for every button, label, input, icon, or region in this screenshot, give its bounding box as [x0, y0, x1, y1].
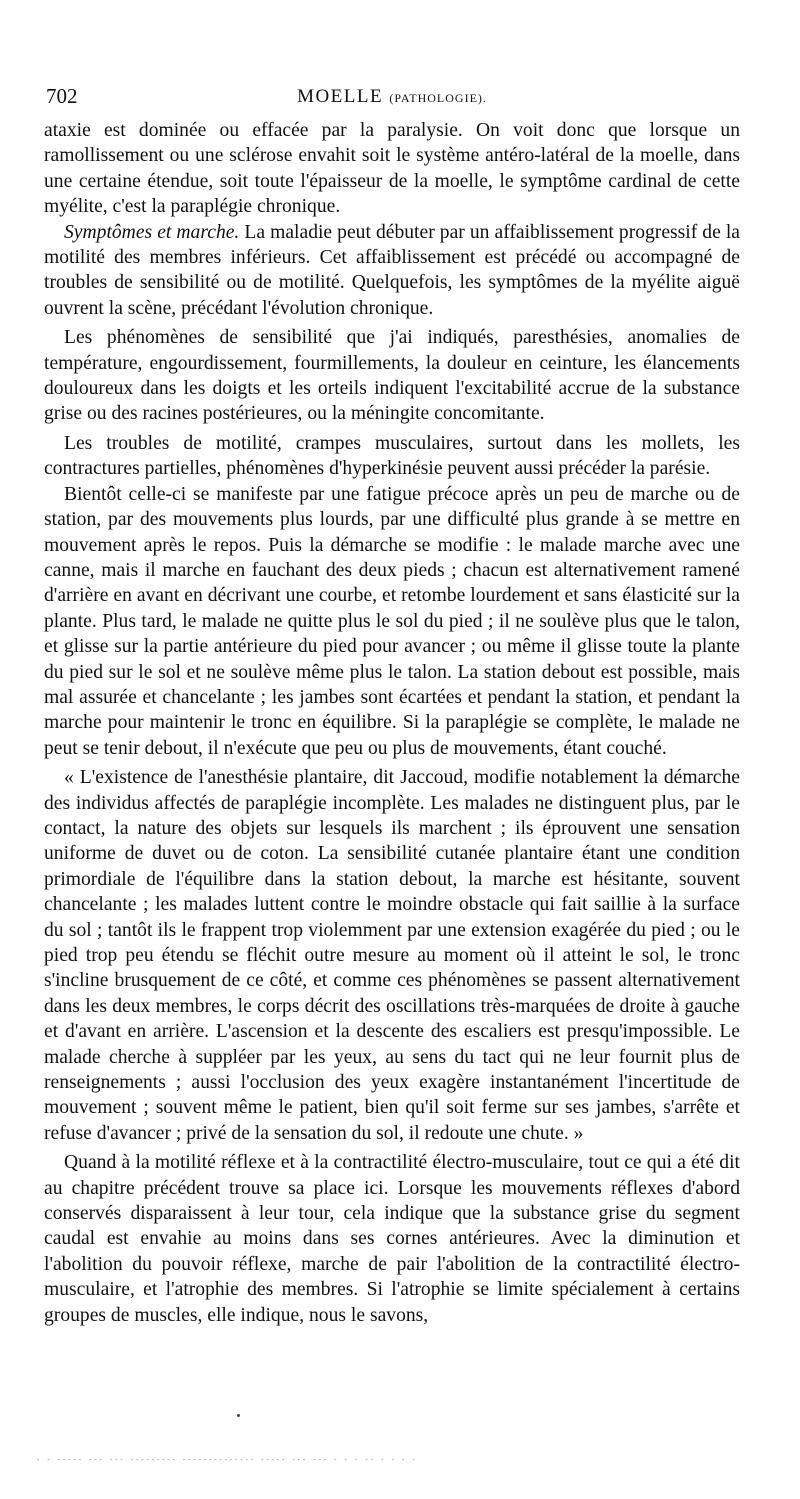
body-text — [44, 118, 740, 1328]
page-number: 702 — [46, 84, 78, 108]
paragraph-4-text: Les troubles de motilité, crampes musculaires, surtout dans les mollets, les contractures partielles, phénomènes d'hyperkinésie peuvent aussi précéder la parésie. — [44, 432, 740, 480]
paragraph-3 — [44, 325, 740, 427]
paragraph-4 — [44, 431, 740, 482]
page-header — [44, 84, 740, 114]
footer-marks: - - ----- --- --- --------- -------------- ----- --- --- - - - -- - - - - — [36, 1456, 417, 1464]
ink-speck — [237, 1414, 240, 1417]
running-head-sub: (PATHOLOGIE). — [389, 91, 487, 105]
paragraph-2-text: La maladie peut débuter par un affaiblissement progressif de la motilité des membres inférieurs. Cet affaiblissement est précédé ou accompagné de troubles de sensibilité ou de motilité. Quelquefois, les symptômes de la myélite aiguë ouvrent la scène, précédant l'évolution chronique. — [44, 221, 740, 319]
paragraph-7 — [44, 1150, 740, 1328]
paragraph-1-text: ataxie est dominée ou effacée par la paralysie. On voit donc que lorsque un ramollissement ou une sclérose envahit soit le système antéro-latéral de la moelle, dans une certaine étendue, soit toute l'épaisseur de la moelle, le symptôme cardinal de cette myélite, c'est la paraplégie chronique. — [44, 120, 740, 218]
paragraph-5 — [44, 482, 740, 761]
paragraph-3-text: Les phénomènes de sensibilité que j'ai indiqués, paresthésies, anomalies de température, engourdissement, fourmillements, la douleur en ceinture, les élancements douloureux dans les doigts et les orteils indiquent l'excitabilité accrue de la substance grise ou des racines postérieures, ou la méningite concomitante. — [44, 327, 740, 425]
paragraph-2 — [44, 220, 740, 322]
paragraph-7-text: Quand à la motilité réflexe et à la contractilité électro-musculaire, tout ce qui a été dit au chapitre précédent trouve sa place ici. Lorsque les mouvements réflexes d'abord conservés disparaissent à leur tour, cela indique que la substance grise du segment caudal est envahie au moins dans ses cornes antérieures. Avec la diminution et l'abolition du pouvoir réflexe, marche de pair l'abolition de la contractilité électro-musculaire, et l'atrophie des membres. Si l'atrophie se limite spécialement à certains groupes de muscles, elle indique, nous le savons, — [44, 1152, 740, 1326]
paragraph-1 — [44, 118, 740, 220]
paragraph-6-text: « L'existence de l'anesthésie plantaire, dit Jaccoud, modifie notablement la démarche des individus affectés de paraplégie incomplète. Les malades ne distinguent plus, par le contact, la nature des objets sur lesquels ils marchent ; ils éprouvent une sensation uniforme de duvet ou de coton. La sensibilité cutanée plantaire étant une condition primordiale de l'équilibre dans la station debout, la marche est hésitante, souvent chancelante ; les malades luttent contre le moindre obstacle qui fait saillie à la surface du sol ; tantôt ils le frappent trop violemment par une extension exagérée du pied ; ou le pied trop peu étendu se fléchit outre mesure au moment où il atteint le sol, le tronc s'incline brusquement de ce côté, et comme ces phénomènes se passent alternativement dans les deux membres, le corps décrit des oscillations très-marquées de droite à gauche et d'avant en arrière. L'ascension et la descente des escaliers est presqu'impossible. Le malade cherche à suppléer par les yeux, au sens du tact qui ne leur fournit plus de renseignements ; aussi l'occlusion des yeux exagère instantanément l'incertitude de mouvement ; souvent même le patient, bien qu'il soit ferme sur ses jambes, s'arrête et refuse d'avancer ; privé de la sensation du sol, il redoute une chute. » — [44, 767, 740, 1144]
paragraph-5-text: Bientôt celle-ci se manifeste par une fatigue précoce après un peu de marche ou de station, par des mouvements plus lourds, par une difficulté plus grande à se mettre en mouvement après le repos. Puis la démarche se modifie : le malade marche avec une canne, mais il marche en fauchant des deux pieds ; chacun est alternativement ramené d'arrière en avant en décrivant une courbe, et retombe lourdement et sans élasticité sur la plante. Plus tard, le malade ne quitte plus le sol du pied ; il ne soulève plus que le talon, et glisse sur la partie antérieure du pied pour avancer ; ou même il glisse toute la plante du pied sur le sol et ne soulève même plus le talon. La station debout est possible, mais mal assurée et chancelante ; les jambes sont écartées et pendant la station, et pendant la marche pour maintenir le tronc en équilibre. Si la paraplégie se complète, le malade ne peut se tenir debout, il n'exécute que peu ou plus de mouvements, étant couché. — [44, 483, 740, 759]
running-head — [44, 86, 740, 108]
section-heading-symptomes: Symptômes et marche. — [64, 221, 240, 243]
running-head-main: MOELLE — [297, 86, 384, 107]
paragraph-6-quotation — [44, 765, 740, 1146]
